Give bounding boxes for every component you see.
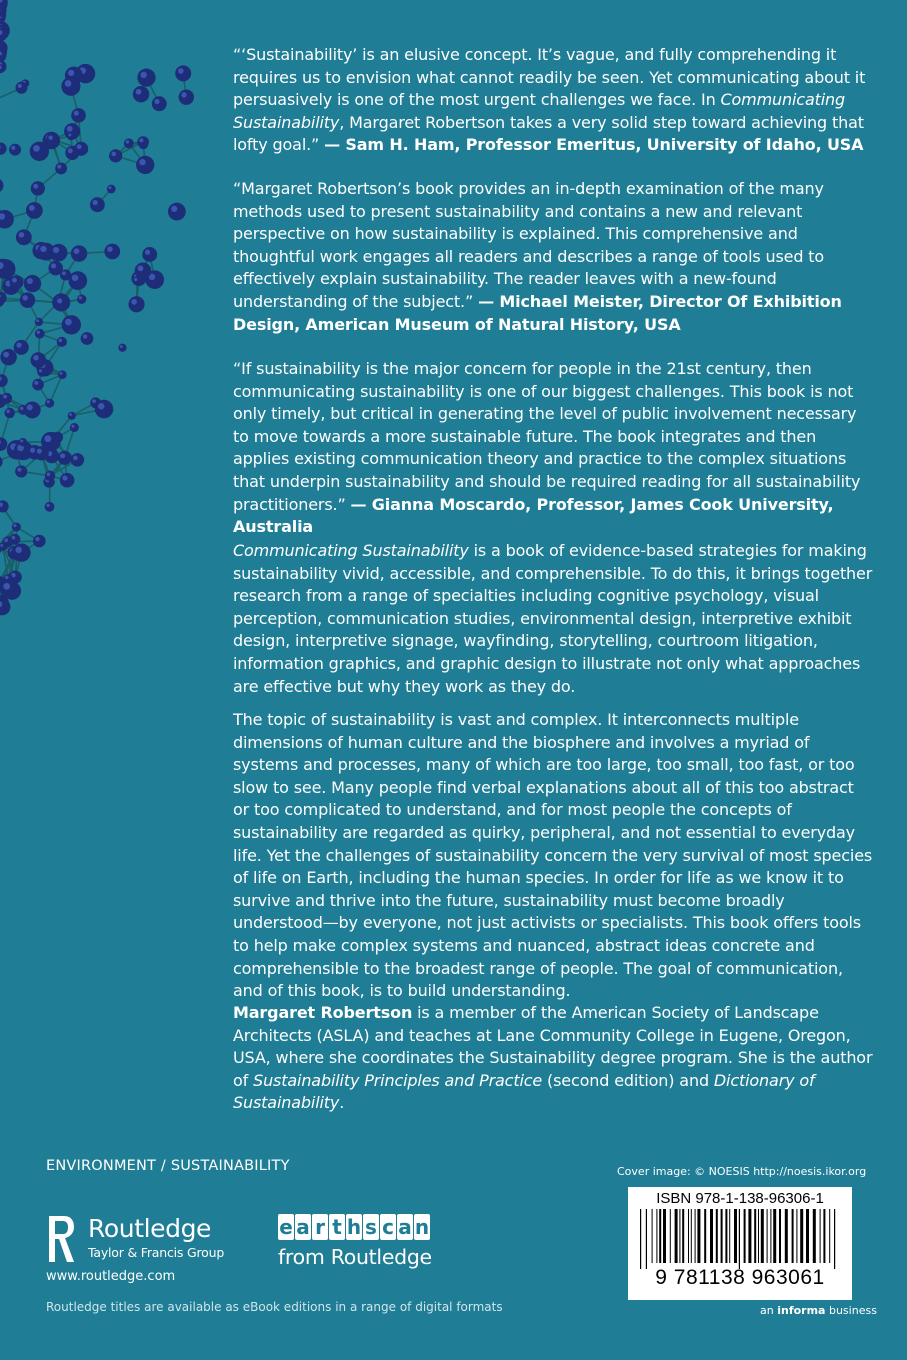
network-node	[35, 318, 43, 326]
network-node-highlight	[92, 399, 96, 403]
earthscan-letter: n	[414, 1215, 430, 1239]
network-node	[60, 473, 75, 488]
network-node-highlight	[98, 403, 104, 409]
network-node-highlight	[145, 250, 150, 255]
network-node-highlight	[37, 449, 42, 454]
network-node-highlight	[3, 583, 10, 590]
network-node-highlight	[6, 410, 10, 414]
barcode-bar	[773, 1209, 776, 1263]
network-node-highlight	[79, 296, 82, 299]
network-node	[95, 400, 113, 418]
network-node-highlight	[71, 425, 74, 428]
network-node-highlight	[44, 435, 51, 442]
network-node	[24, 401, 41, 418]
network-node-highlight	[111, 152, 116, 157]
barcode-bar	[744, 1209, 746, 1263]
network-node	[70, 423, 79, 432]
ebook-note: Routledge titles are available as eBook editions in a range of digital formats	[46, 1300, 503, 1314]
barcode-bar	[652, 1209, 653, 1263]
barcode-bar	[656, 1209, 657, 1263]
barcode-bar	[663, 1209, 666, 1263]
network-node	[45, 399, 54, 408]
network-node	[14, 340, 29, 355]
network-node-highlight	[154, 99, 159, 104]
attribution: — Michael Meister, Director Of Exhibition Design, American Museum of Natural History, USA	[233, 291, 842, 334]
network-node-highlight	[20, 439, 23, 442]
network-node-highlight	[57, 298, 62, 303]
review-quote-text	[233, 358, 873, 539]
earthscan-letter: s	[363, 1214, 379, 1240]
cover-image-credit: Cover image: © NOESIS http://noesis.ikor.org	[617, 1165, 867, 1178]
earthscan-from: from Routledge	[278, 1245, 432, 1269]
earthscan-letter: r	[312, 1214, 328, 1240]
barcode-bar	[725, 1209, 727, 1263]
network-node-highlight	[46, 504, 49, 507]
network-node-highlight	[33, 355, 38, 360]
network-node	[16, 82, 28, 94]
earthscan-letter: a	[398, 1215, 412, 1239]
network-node-highlight	[134, 278, 137, 281]
network-node	[142, 247, 157, 262]
italic-title: Sustainability Principles and Practice	[253, 1070, 543, 1090]
network-node-highlight	[18, 84, 22, 88]
text-run: is a book of evidence-based strategies for making sustainability vivid, accessible, and comprehensible. To do this, it brings together research from a range of specialties including cognitive psychology, visual perception, communication studies, environmental design, interpretive exhibit design, interpretive signage, wayfinding, storytelling, courtroom litigation, information graphics, and graphic design to illustrate not only what approaches are effective but why they work as they do.	[233, 541, 873, 696]
barcode-bar	[834, 1209, 835, 1269]
network-node	[137, 69, 155, 87]
network-node	[136, 156, 154, 174]
text-run: The topic of sustainability is vast and complex. It interconnects multiple dimensions of human culture and the biosphere and involves a myriad of systems and processes, many of which are too large, too small, too fast, or too slow to see. Many people find verbal explanations about all of this too abstract or too complicated to understand, and for most people the concepts of sustainability are regarded as quirky, peripheral, and not essential to everyday life. Yet the challenges of sustainability concern the very survival of most species of life on Earth, including the human species. In order for life as we know it to survive and thrive into the future, sustainability must become broadly understood—by everyone, not just activists or specialists. This book offers tools to help make complex systems and nuanced, abstract ideas concrete and comprehensible to the broadest range of people. The goal of communication, and of this book, is to build understanding.	[233, 710, 873, 1001]
network-node-highlight	[47, 472, 51, 476]
network-node	[0, 580, 19, 599]
barcode-bar	[716, 1209, 718, 1263]
network-node	[118, 344, 126, 352]
book-description-paragraph-1	[233, 540, 873, 698]
network-node-highlight	[27, 278, 33, 284]
network-node	[124, 138, 134, 148]
publisher-group: Taylor & Francis Group	[88, 1245, 225, 1260]
barcode-bar	[710, 1209, 713, 1263]
network-node-highlight	[37, 331, 40, 334]
attribution: — Sam H. Ham, Professor Emeritus, University of Idaho, USA	[324, 135, 864, 155]
network-node-highlight	[83, 334, 87, 338]
barcode-bar	[806, 1209, 809, 1263]
network-node-highlight	[108, 186, 111, 189]
barcode-bar	[675, 1209, 678, 1263]
network-node	[19, 438, 27, 446]
network-node-highlight	[74, 248, 80, 254]
italic-title: Communicating Sustainability	[233, 90, 846, 132]
attribution: Margaret Robertson	[233, 1003, 413, 1022]
network-node-highlight	[73, 456, 78, 461]
network-node-highlight	[51, 263, 56, 268]
network-node-highlight	[17, 467, 21, 471]
subject-category: ENVIRONMENT / SUSTAINABILITY	[46, 1158, 290, 1174]
barcode-bar	[758, 1209, 759, 1263]
barcode-bar	[729, 1209, 730, 1263]
network-node	[104, 244, 120, 260]
network-node-highlight	[48, 135, 52, 139]
network-node	[67, 132, 75, 140]
earthscan-letter: h	[346, 1215, 362, 1239]
network-node	[35, 329, 45, 339]
barcode-bar	[640, 1209, 641, 1269]
network-node-highlight	[136, 89, 142, 95]
text-run: (second edition) and	[542, 1070, 714, 1090]
network-node-highlight	[126, 140, 129, 143]
network-node	[133, 86, 149, 102]
earthscan-letter: t	[329, 1214, 345, 1240]
network-node	[31, 181, 45, 195]
description-text	[233, 540, 873, 698]
barcode-bar	[813, 1209, 816, 1263]
barcode-bar	[734, 1209, 737, 1263]
text-run: “‘Sustainability’ is an elusive concept. It’s vague, and fully comprehending it requires us to envision what cannot readily be seen. Yet communicating about it persuasively is one of the most urgent challenges we face. In	[233, 45, 866, 110]
network-node-highlight	[3, 395, 7, 399]
network-node	[0, 374, 8, 387]
network-node	[128, 296, 144, 312]
earthscan-letter: e	[279, 1215, 293, 1239]
network-node-highlight	[141, 72, 147, 78]
network-node	[107, 185, 116, 194]
network-node-highlight	[178, 68, 184, 74]
network-node	[132, 276, 141, 285]
network-node	[32, 379, 44, 391]
publisher-name: Routledge	[88, 1214, 212, 1243]
network-node-highlight	[35, 537, 39, 541]
barcode-bar	[646, 1209, 647, 1269]
network-node-highlight	[107, 246, 113, 252]
italic-title: Dictionary of Sustainability	[233, 1070, 815, 1113]
network-node-highlight	[59, 372, 62, 375]
italic-title: Communicating Sustainability	[233, 541, 469, 560]
network-node-highlight	[30, 448, 35, 453]
network-node	[77, 294, 86, 303]
network-node-highlight	[5, 576, 8, 579]
network-node	[5, 408, 15, 418]
network-node	[24, 275, 41, 292]
network-node	[57, 337, 67, 347]
network-node-highlight	[65, 319, 72, 326]
network-node	[65, 146, 79, 160]
barcode-bar	[820, 1209, 821, 1263]
book-description-paragraph-2	[233, 709, 873, 1003]
barcode-bar	[767, 1209, 768, 1263]
network-node	[45, 502, 55, 512]
network-node	[0, 143, 7, 155]
barcode-bar	[792, 1209, 794, 1263]
barcode-bar	[823, 1209, 825, 1263]
network-node-highlight	[67, 126, 73, 132]
network-node-highlight	[34, 381, 38, 385]
barcode-bars	[638, 1209, 842, 1269]
review-quote-ham	[233, 44, 873, 157]
network-node-highlight	[69, 413, 72, 416]
network-node-highlight	[27, 404, 33, 410]
barcode-bar	[785, 1209, 788, 1263]
network-node-highlight	[139, 138, 143, 142]
barcode-bar	[770, 1209, 771, 1263]
earthscan-logo	[278, 1214, 432, 1269]
barcode-bar	[704, 1209, 706, 1263]
network-node-highlight	[62, 476, 67, 481]
text-run: , Margaret Robertson takes a very solid step toward achieving that lofty goal.”	[233, 112, 864, 155]
network-node	[68, 271, 87, 290]
barcode-bar	[688, 1209, 689, 1263]
network-node	[45, 471, 55, 481]
network-node-highlight	[72, 275, 79, 282]
network-node	[71, 108, 86, 123]
network-node-highlight	[3, 352, 9, 358]
network-node-highlight	[53, 247, 59, 253]
network-node	[0, 598, 10, 615]
network-node	[1, 393, 12, 404]
network-node	[12, 543, 30, 561]
network-node-highlight	[68, 148, 73, 153]
text-run: “If sustainability is the major concern for people in the 21st century, then communicating sustainability is one of our biggest challenges. This book is not only timely, but critical in generating the level of public involvement necessary to move towards a more sustainable future. The book integrates and then applies existing communication theory and practice to the complex situations that underpin sustainability and should be required reading for all sustainability practitioners.”	[233, 359, 861, 514]
network-node-highlight	[47, 400, 50, 403]
network-links	[0, 73, 186, 606]
network-node-highlight	[19, 232, 25, 238]
network-node	[55, 296, 70, 311]
network-node-highlight	[171, 206, 177, 212]
network-node-highlight	[39, 369, 42, 372]
routledge-logo	[46, 1210, 246, 1270]
network-node	[179, 89, 194, 104]
network-node-highlight	[16, 342, 21, 347]
review-quote-moscardo	[233, 358, 873, 539]
barcode-bar	[739, 1209, 740, 1269]
network-node	[0, 349, 17, 366]
network-node-highlight	[20, 407, 24, 411]
barcode-bar	[761, 1209, 764, 1263]
network-node	[30, 142, 49, 161]
author-bio	[233, 1002, 873, 1115]
barcode-bar	[796, 1209, 797, 1263]
network-node-highlight	[33, 145, 40, 152]
network-node	[68, 412, 76, 420]
network-node-highlight	[4, 538, 8, 542]
network-node	[58, 451, 72, 465]
earthscan-letter: c	[380, 1214, 396, 1240]
network-node-highlight	[138, 265, 144, 271]
network-node	[81, 332, 94, 345]
network-node-highlight	[68, 133, 71, 136]
network-node-highlight	[62, 271, 66, 275]
informa-brand: informa	[777, 1304, 826, 1317]
informa-prefix: an	[760, 1304, 778, 1317]
network-node-highlight	[68, 70, 74, 76]
network-node-highlight	[74, 111, 79, 116]
network-node	[168, 203, 186, 221]
network-node	[175, 65, 191, 81]
network-node-highlight	[22, 295, 27, 300]
network-node-highlight	[12, 278, 17, 283]
network-node	[0, 455, 3, 468]
barcode-bar	[748, 1209, 751, 1263]
network-node-highlight	[181, 92, 186, 97]
network-node	[58, 370, 67, 379]
network-node-highlight	[59, 339, 63, 343]
network-node-highlight	[13, 524, 16, 527]
barcode-bar	[829, 1209, 830, 1263]
network-node	[20, 292, 36, 308]
author-bio-text	[233, 1002, 873, 1115]
network-node-highlight	[139, 159, 145, 165]
network-node-highlight	[65, 80, 72, 87]
isbn-number: ISBN 978-1-138-96306-1	[656, 1190, 824, 1207]
network-node	[2, 536, 13, 547]
barcode-bar	[754, 1209, 756, 1263]
text-run: is a member of the American Society of Landscape Architects (ASLA) and teaches at Lane Community College in Eugene, Oregon, USA, where she coordinates the Sustainability degree program. She is the author of	[233, 1003, 873, 1090]
network-node	[34, 446, 48, 460]
network-node	[26, 202, 43, 219]
network-node	[50, 244, 67, 261]
network-node	[109, 149, 122, 162]
text-run: “Margaret Robertson’s book provides an in-depth examination of the many methods used to present sustainability and contains a new and relevant perspective on how sustainability is explained. This comprehensive and thoughtful work engages all readers and describes a range of tools used to effectively explain sustainability. The reader leaves with a new-found understanding of the subject.”	[233, 179, 825, 311]
barcode-bar	[779, 1209, 781, 1263]
network-node-highlight	[57, 165, 61, 169]
network-node	[10, 275, 24, 289]
network-node-highlight	[120, 345, 123, 348]
review-quote-text	[233, 44, 873, 157]
network-node-highlight	[93, 200, 98, 205]
review-quote-text	[233, 178, 873, 336]
isbn-barcode	[628, 1187, 852, 1300]
barcode-bar	[697, 1209, 700, 1263]
informa-tagline	[760, 1304, 877, 1317]
network-node	[37, 368, 46, 377]
network-node	[152, 96, 167, 111]
barcode-bar	[659, 1209, 661, 1263]
network-node	[137, 136, 149, 148]
network-node	[90, 197, 105, 212]
barcode-bar	[691, 1209, 692, 1263]
network-node	[12, 522, 21, 531]
review-quote-meister	[233, 178, 873, 336]
network-node-highlight	[11, 146, 15, 150]
attribution: — Gianna Moscardo, Professor, James Cook University, Australia	[233, 494, 834, 537]
publisher-website: www.routledge.com	[46, 1269, 176, 1284]
network-node	[55, 163, 67, 175]
description-text	[233, 709, 873, 1003]
earthscan-letter: a	[296, 1215, 310, 1239]
network-node-highlight	[60, 453, 65, 458]
network-node-highlight	[36, 319, 39, 322]
network-node	[0, 437, 7, 450]
network-node	[0, 178, 3, 193]
network-node	[62, 315, 81, 334]
network-node	[15, 465, 27, 477]
network-node	[48, 261, 62, 275]
informa-suffix: business	[825, 1304, 877, 1317]
network-node	[9, 144, 21, 156]
earthscan-wordmark	[278, 1214, 432, 1240]
network-node-highlight	[29, 205, 35, 211]
barcode-bar	[695, 1209, 696, 1263]
molecular-network-artwork	[0, 0, 220, 620]
text-run: .	[339, 1093, 345, 1113]
network-node	[33, 535, 46, 548]
barcode-digits: 9 781138 963061	[655, 1266, 825, 1289]
network-node	[16, 229, 32, 245]
network-node	[61, 77, 80, 96]
barcode-bar	[679, 1209, 680, 1263]
network-node	[46, 133, 59, 146]
network-node	[71, 245, 87, 261]
network-node	[31, 352, 47, 368]
barcode-bar	[670, 1209, 671, 1263]
network-node-highlight	[131, 299, 137, 305]
network-node-highlight	[33, 184, 38, 189]
network-node-highlight	[40, 246, 46, 252]
routledge-r-icon	[46, 1214, 76, 1264]
network-node	[71, 453, 84, 466]
barcode-bar	[682, 1209, 684, 1263]
network-node-highlight	[15, 547, 21, 553]
barcode-bar	[721, 1209, 723, 1263]
barcode-bar	[800, 1209, 803, 1263]
